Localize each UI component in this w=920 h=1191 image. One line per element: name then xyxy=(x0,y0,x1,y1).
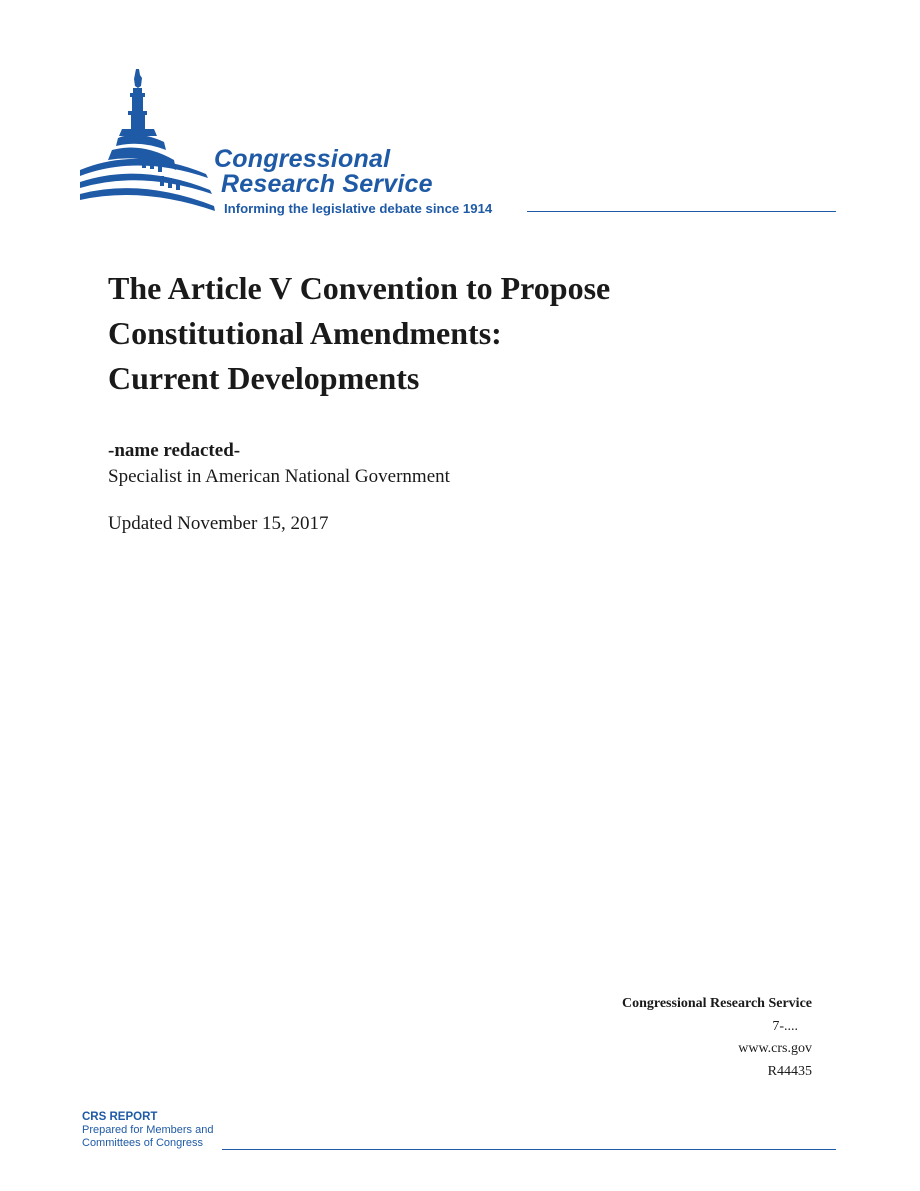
footer-line1: CRS REPORT xyxy=(82,1111,158,1123)
report-title-line1: The Article V Convention to Propose xyxy=(108,270,611,306)
report-title-line2: Constitutional Amendments: xyxy=(108,315,502,351)
footer-line3: Committees of Congress xyxy=(82,1137,204,1149)
author-role: Specialist in American National Government xyxy=(108,466,450,487)
publisher-url[interactable]: www.crs.gov xyxy=(738,1041,812,1056)
publisher-phone: 7-.... xyxy=(772,1018,798,1034)
report-number: R44435 xyxy=(767,1063,812,1079)
publisher-name: Congressional Research Service xyxy=(621,996,812,1011)
author-name: -name redacted- xyxy=(108,440,241,461)
report-date: Updated November 15, 2017 xyxy=(108,513,329,534)
logo-rule xyxy=(527,211,836,212)
footer-line2: Prepared for Members and xyxy=(82,1124,214,1136)
report-title-line3: Current Developments xyxy=(108,360,420,396)
crs-logo xyxy=(78,66,838,226)
report-title xyxy=(108,266,808,401)
publisher-info xyxy=(622,993,812,1083)
logo-wordmark-line1: Congressional xyxy=(214,145,391,173)
logo-wordmark-line2: Research Service xyxy=(221,170,433,198)
logo-tagline: Informing the legislative debate since 1914 xyxy=(224,201,493,216)
capitol-dome-icon xyxy=(78,66,223,218)
footer-rule xyxy=(222,1149,836,1150)
footer-label xyxy=(82,1111,213,1150)
